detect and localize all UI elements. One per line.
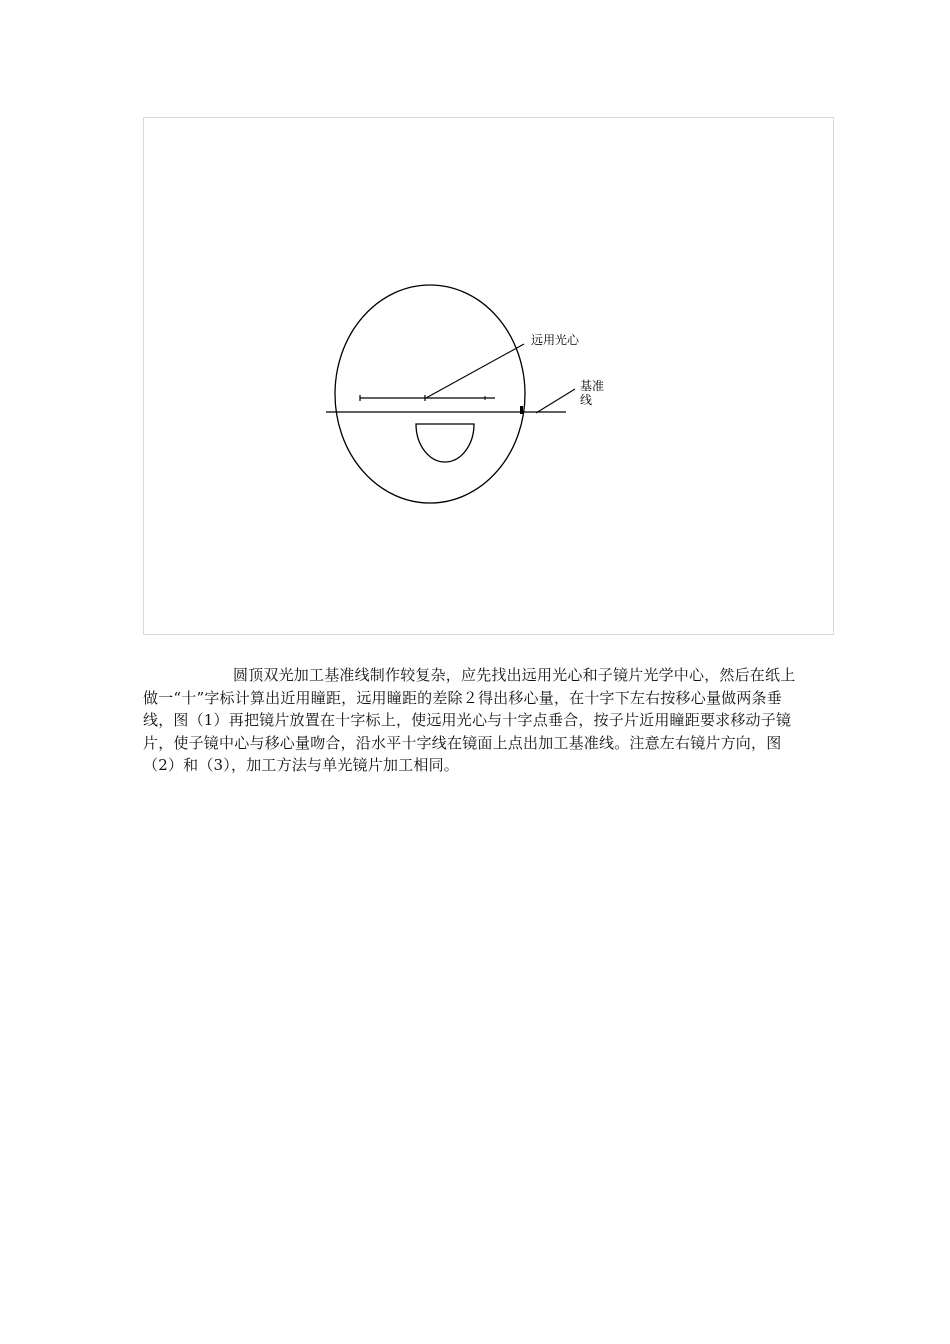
- figure-frame: [143, 117, 834, 635]
- label-baseline-line2: 线: [580, 393, 593, 407]
- body-paragraph: 圆顶双光加工基准线制作较复杂，应先找出远用光心和子镜片光学中心，然后在纸上做一“十”字标计算出近用瞳距，远用瞳距的差除２得出移心量，在十字下左右按移心量做两条垂线，图（1）再把镜片放置在十字标上，使远用光心与十字点垂合，按子片近用瞳距要求移动子镜片，使子镜中心与移心量吻合，沿水平十字线在镜面上点出加工基准线。注意左右镜片方向，图（2）和（3），加工方法与单光镜片加工相同。: [143, 666, 796, 774]
- label-baseline-line1: 基准: [580, 379, 605, 393]
- bifocal-lens-diagram: [144, 118, 835, 636]
- far-center-leader: [426, 344, 524, 398]
- baseline-leader: [536, 389, 575, 413]
- lens-outline: [335, 285, 525, 503]
- label-far-optical-center: 远用光心: [531, 333, 580, 347]
- segment-outline: [416, 424, 474, 462]
- baseline-edge-mark: [520, 406, 523, 414]
